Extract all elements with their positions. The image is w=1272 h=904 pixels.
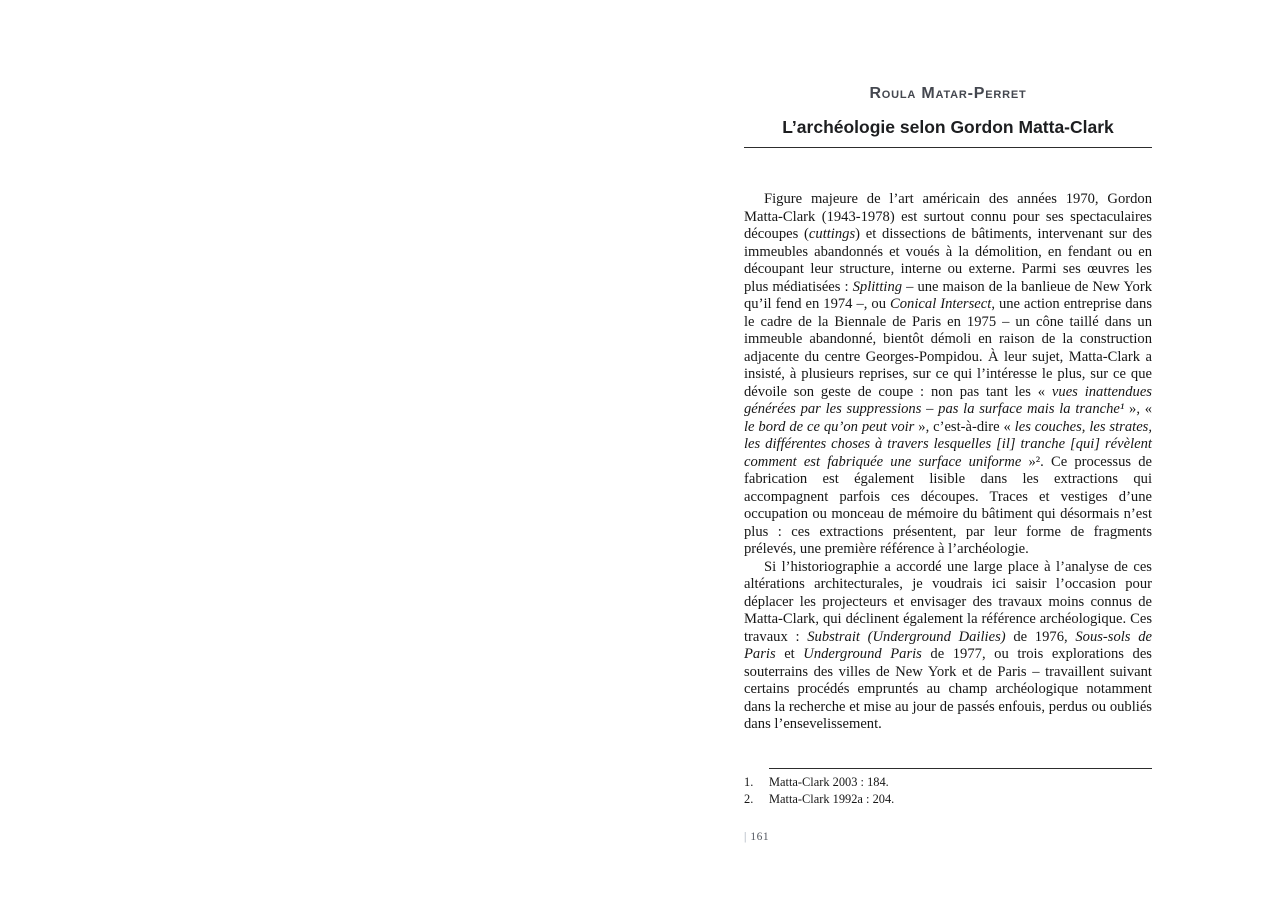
text-column	[744, 0, 1152, 904]
page-footer	[744, 831, 769, 843]
footnotes-block	[744, 768, 1152, 807]
chapter-title: L’archéologie selon Gordon Matta-Clark	[782, 117, 1114, 137]
footnote	[744, 791, 1152, 808]
footnote	[744, 774, 1152, 791]
page-number: 161	[750, 831, 770, 843]
footnote-text: Matta-Clark 2003 : 184.	[769, 775, 889, 789]
footnote-number: 2.	[744, 791, 754, 806]
paragraph: Si l’historiographie a accordé une large place à l’analyse de ces altérations architecturales, je voudrais ici saisir l’occasion pour déplacer les projecteurs et envisager des travaux moins connus de Matta-Clark, qui déclinent également la référence archéologique. Ces travaux : Substrait (Underground Dailies) de 1976, Sous-sols de Paris et Underground Paris de 1977, ou trois explorations des souterrains des villes de New York et de Paris – travaillent suivant certains procédés empruntés au champ archéologique notamment dans la recherche et mise au jour de passés enfouis, perdus ou oubliés dans l’ensevelissement.	[744, 558, 1152, 732]
author-name: Roula Matar-Perret	[869, 85, 1027, 102]
footer-separator-bar: |	[744, 831, 747, 843]
paragraph: Figure majeure de l’art américain des années 1970, Gordon Matta-Clark (1943-1978) est surtout connu pour ses spectaculaires découpes (cuttings) et dissections de bâtiments, intervenant sur des immeubles abandonnés et voués à la démolition, en fendant ou en découpant leur structure, interne ou externe. Parmi ses œuvres les plus médiatisées : Splitting – une maison de la banlieue de New York qu’il fend en 1974 –, ou Conical Intersect, une action entreprise dans le cadre de la Biennale de Paris en 1975 – un cône taillé dans un immeuble abandonné, bientôt démoli en raison de la construction adjacente du centre Georges-Pompidou. À leur sujet, Matta-Clark a insisté, à plusieurs reprises, sur ce qui l’intéresse le plus, sur ce que dévoile son geste de coupe : non pas tant les « vues inattendues générées par les suppressions – pas la surface mais la tranche¹ », « le bord de ce qu’on peut voir », c’est-à-dire « les couches, les strates, les différentes choses à travers lesquelles [il] tranche [qui] révèlent comment est fabriquée une surface uniforme »². Ce processus de fabrication est également lisible dans les extractions qui accompagnent parfois ces découpes. Traces et vestiges d’une occupation ou monceau de mémoire du bâtiment qui désormais n’est plus : ces extractions présentent, par leur forme de fragments prélevés, une première référence à l’archéologie.	[744, 191, 1152, 557]
right-page	[636, 0, 1272, 904]
article-body	[744, 191, 1152, 734]
footnote-number: 1.	[744, 775, 754, 789]
footnote-text: Matta-Clark 1992a : 204.	[769, 791, 895, 806]
title-rule	[744, 147, 1152, 148]
footnote-list	[744, 774, 1152, 807]
footnote-separator-rule	[769, 768, 1152, 769]
